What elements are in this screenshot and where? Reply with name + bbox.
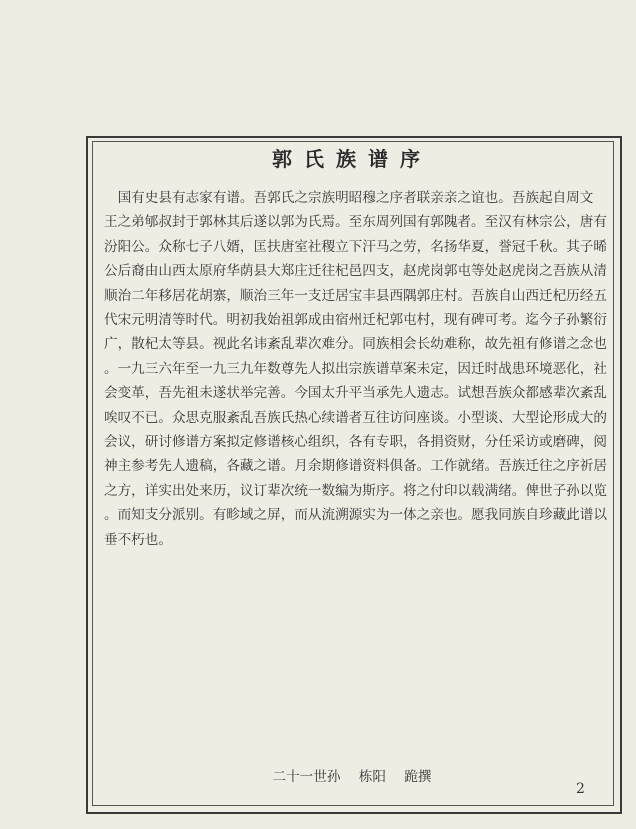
page-title: 郭氏族谱序 [272, 147, 432, 171]
text-line: 神主参考先人遗稿，各藏之谱。月余期修谱资料俱备。工作就绪。吾族迁往之序祈居 [104, 458, 607, 475]
text-line: 会变革，吾先祖未遂状举完善。今国太升平当承先人遗志。试想吾族众都感辈次紊乱 [104, 385, 607, 402]
text-line: 国有史县有志家有谱。吾郭氏之宗族明昭穆之序者联亲亲之谊也。吾族起自周文 [104, 190, 594, 206]
text-line: 王之弟郇叔封于郭林其后遂以郭为氏焉。至东周列国有郭隗者。至汉有林宗公，唐有 [104, 214, 607, 231]
text-line: 之方，详实出处来历，议订辈次统一数编为斯序。将之付印以载满绪。俾世子孙以览 [104, 482, 607, 499]
text-line: 。一九三六年至一九三九年数尊先人拟出宗族谱草案未定，因迁时战患环境恶化，社 [104, 360, 607, 377]
signature-action: 跪撰 [404, 769, 432, 785]
page-number: 2 [576, 781, 585, 797]
text-line: 汾阳公。众称七子八婿，匡扶唐室社稷立下汗马之劳，名扬华夏，誉冠千秋。其子晞 [104, 238, 607, 255]
preface-body [104, 186, 608, 552]
text-line: 顺治二年移居花胡寨，顺治三年一支迁居宝丰县西隅郭庄村。吾族自山西迁杞历经五 [104, 287, 607, 304]
text-line: 公后裔由山西太原府华荫县大郑庄迁往杞邑四支，赵虎岗郭屯等处赵虎岗之吾族从清 [104, 263, 607, 280]
signature-name: 栋阳 [358, 769, 386, 785]
text-line: 垂不朽也。 [104, 531, 172, 548]
signature-generation: 二十一世孙 [272, 769, 341, 785]
text-line: 唉叹不已。众思克服紊乱吾族氏热心续谱者互往访问座谈。小型谈、大型论形成大的 [104, 409, 607, 426]
text-line: 会议，研讨修谱方案拟定修谱核心组织，各有专职，各捐资财，分任采访或磨碑，阅 [104, 434, 607, 451]
text-line: 广，散杞太等县。视此名讳紊乱辈次难分。同族相会长幼难称，故先祖有修谱之念也 [104, 336, 607, 353]
signature-line [92, 765, 612, 785]
text-line: 代宋元明清等时代。明初我始祖郭成由宿州迁杞郭屯村，现有碑可考。迄今子孙繁衍 [104, 312, 607, 329]
text-line: 。而知支分派别。有畛域之屏，而从流溯源实为一体之亲也。愿我同族自珍藏此谱以 [104, 507, 607, 524]
